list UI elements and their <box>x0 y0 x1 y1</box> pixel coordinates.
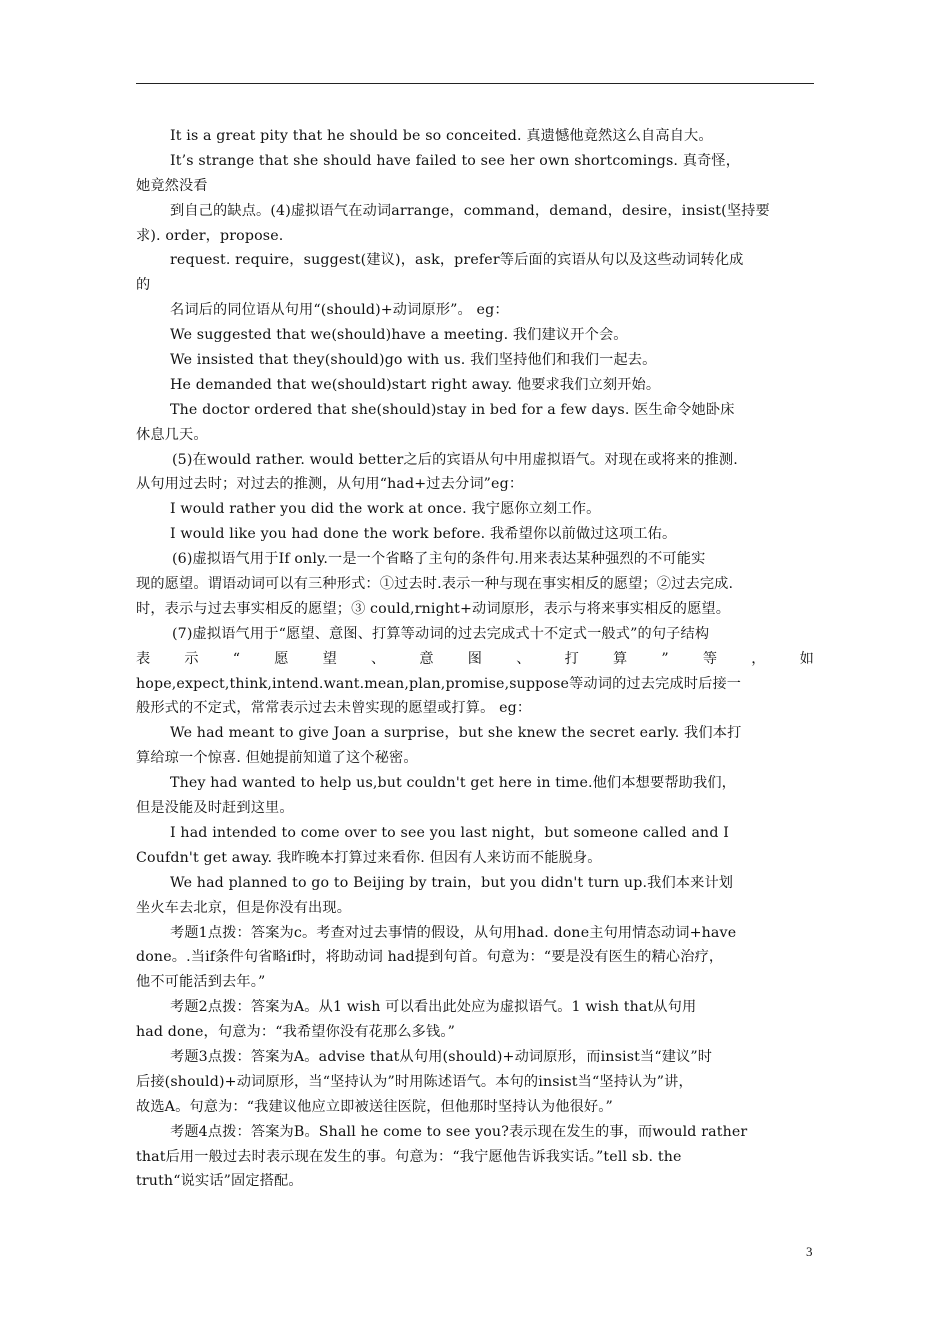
text-line: 般形式的不定式，常常表示过去未曾实现的愿望或打算。 eg： <box>136 700 532 717</box>
text-line: 后接(should)+动词原形，当“坚持认为”时用陈述语气。本句的insist当“坚持认为”讲， <box>136 1073 693 1090</box>
text-line: 她竟然没看 <box>136 177 208 194</box>
body-text <box>136 124 814 1194</box>
text-line: 考题4点拨：答案为B。Shall he come to see you?表示现在发生的事，而would rather <box>170 1123 748 1140</box>
text-line: request. require，suggest(建议)，ask，prefer等后面的宾语从句以及这些动词转化成 <box>170 252 744 269</box>
spread-char: “ <box>232 650 241 667</box>
spread-char: 望 <box>322 650 337 667</box>
text-line: hope,expect,think,intend.want.mean,plan,promise,suppose等动词的过去完成时后接一 <box>136 675 742 692</box>
text-line: The doctor ordered that she(should)stay in bed for a few days. 医生命令她卧床 <box>170 401 735 418</box>
text-line: Coufdn't get away. 我昨晚本打算过来看你. 但因有人来访而不能脱身。 <box>136 849 602 866</box>
spread-char: 算 <box>612 650 628 667</box>
text-line: that后用一般过去时表示现在发生的事。句意为：“我宁愿他告诉我实话。”tell sb. the <box>136 1148 682 1165</box>
spread-char: 图 <box>467 650 483 667</box>
text-line: had done，句意为：“我希望你没有花那么多钱。” <box>136 1024 455 1041</box>
text-line: We had meant to give Joan a surprise，but she knew the secret early. 我们本打 <box>170 725 742 742</box>
spread-char: 等 <box>702 650 718 667</box>
text-line: He demanded that we(should)start right away. 他要求我们立刻开始。 <box>170 376 661 393</box>
text-line: 考题1点拨：答案为c。考查对过去事情的假设，从句用had. done主句用情态动词+have <box>170 924 737 941</box>
text-line: We insisted that they(should)go with us. 我们坚持他们和我们一起去。 <box>170 352 657 369</box>
text-line: I would like you had done the work before. 我希望你以前做过这项工佑。 <box>170 526 677 543</box>
page-number: 3 <box>806 1244 813 1259</box>
spread-char: 意 <box>419 650 434 667</box>
text-line: 求). order，propose. <box>136 227 284 244</box>
text-line: It’s strange that she should have failed to see her own shortcomings. 真奇怪， <box>170 152 741 169</box>
text-line: 算给琼一个惊喜. 但她提前知道了这个秘密。 <box>136 750 418 767</box>
text-line: done。.当if条件句省略if时，将助动词 had提到句首。句意为：“要是没有医生的精心治疗， <box>136 949 724 966</box>
text-line: 但是没能及时赶到这里。 <box>136 800 294 817</box>
text-line: (6)虚拟语气用于If only.一是一个省略了主句的条件句.用来表达某种强烈的不可能实 <box>172 551 706 568</box>
text-line: 到自己的缺点。(4)虚拟语气在动词arrange，command，demand，desire，insist(坚持要 <box>170 202 770 219</box>
text-line: 考题2点拨：答案为A。从1 wish 可以看出此处应为虚拟语气。1 wish that从句用 <box>170 999 697 1016</box>
text-line: 休息几天。 <box>136 426 208 443</box>
header-rule <box>136 83 814 84</box>
text-block-2 <box>136 672 814 1195</box>
text-line: 考题3点拨：答案为A。advise that从句用(should)+动词原形，而insist当“建议”时 <box>170 1048 713 1065</box>
spread-line <box>136 647 814 672</box>
text-line: 坐火车去北京，但是你没有出现。 <box>136 899 352 916</box>
text-line: (5)在would rather. would better之后的宾语从句中用虚拟语气。对现在或将来的推测. <box>172 451 738 468</box>
text-line: 故选A。句意为：“我建议他应立即被送往医院，但他那时坚持认为他很好。” <box>136 1098 613 1115</box>
text-line: We suggested that we(should)have a meeting. 我们建议开个会。 <box>170 327 628 344</box>
text-block-1 <box>136 124 814 647</box>
text-line: It is a great pity that he should be so conceited. 真遗憾他竟然这么自高自大。 <box>170 128 713 144</box>
text-line: 的 <box>136 277 151 294</box>
text-line: 现的愿望。谓语动词可以有三种形式：①过去时.表示一种与现在事实相反的愿望；②过去完成. <box>136 576 734 593</box>
spread-char: 、 <box>516 650 531 667</box>
spread-char: 示 <box>184 650 199 667</box>
text-line: (7)虚拟语气用于“愿望、意图、打算等动词的过去完成式十不定式一般式”的句子结构 <box>172 625 710 642</box>
text-line: 名词后的同位语从句用“(should)+动词原形”。 eg： <box>170 302 509 319</box>
spread-char: 如 <box>799 650 814 667</box>
spread-char: ， <box>751 650 766 667</box>
spread-char: 、 <box>371 650 386 667</box>
text-line: truth“说实话”固定搭配。 <box>136 1173 303 1190</box>
text-line: They had wanted to help us,but couldn't get here in time.他们本想要帮助我们， <box>170 775 737 792</box>
spread-char: 愿 <box>274 650 289 667</box>
spread-char: ” <box>661 650 669 667</box>
text-line: We had planned to go to Beijing by train，but you didn't turn up.我们本来计划 <box>170 874 734 891</box>
text-line: 时，表示与过去事实相反的愿望；③ could,rnight+动词原形，表示与将来事实相反的愿望。 <box>136 600 731 617</box>
text-line: I would rather you did the work at once. 我宁愿你立刻工作。 <box>170 501 601 518</box>
text-line: 他不可能活到去年。” <box>136 974 266 991</box>
spread-char: 打 <box>564 650 579 667</box>
spread-char: 表 <box>136 650 151 667</box>
text-line: 从句用过去时；对过去的推测，从句用“had+过去分词”eg： <box>136 476 524 493</box>
text-line: I had intended to come over to see you last night，but someone called and I <box>170 824 729 841</box>
